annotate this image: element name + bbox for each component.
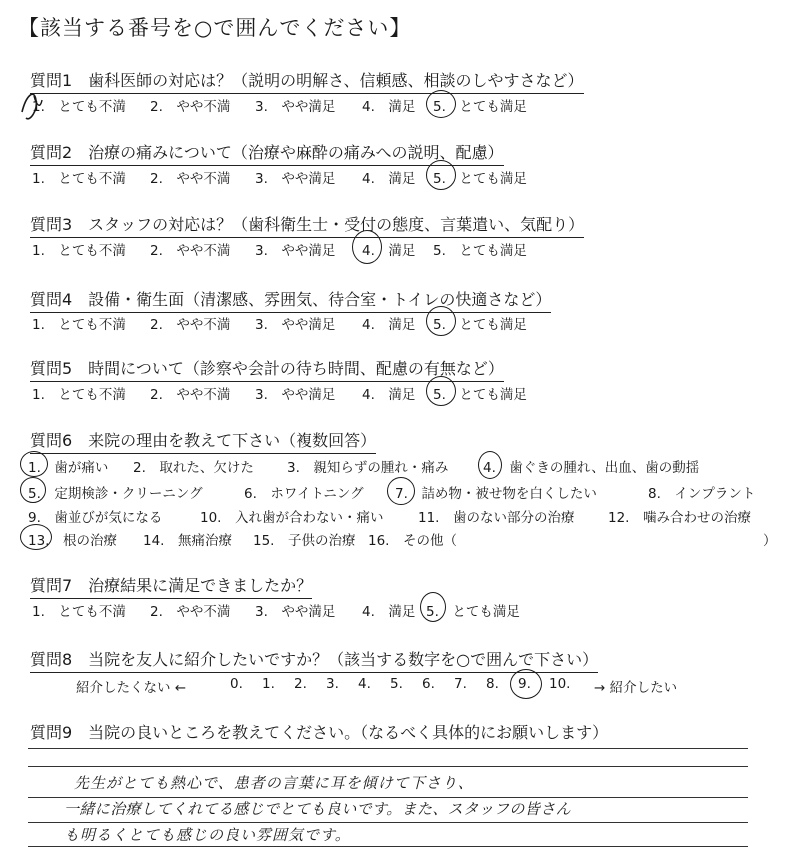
q5-heading: 質問5 時間について（診察や会計の待ち時間、配慮の有無など） [30, 356, 504, 382]
q2-opt2[interactable]: 2. やや不満 [150, 171, 231, 187]
q8-heading: 質問8 当院を友人に紹介したいですか？（該当する数字を○で囲んで下さい） [30, 647, 598, 673]
q6-opt11[interactable]: 11. 歯のない部分の治療 [418, 510, 575, 526]
q1-heading: 質問1 歯科医師の対応は？（説明の明解さ、信頼感、相談のしやすさなど） [30, 68, 584, 94]
q6-opt3[interactable]: 3. 親知らずの腫れ・痛み [287, 460, 449, 476]
q3-opt2[interactable]: 2. やや不満 [150, 243, 231, 259]
q8-scale-8[interactable]: 8. [486, 676, 499, 692]
q9-answer-line-3: も明るくとても感じの良い雰囲気です。 [64, 826, 351, 844]
q5-opt3[interactable]: 3. やや満足 [255, 387, 336, 403]
q6-opt4[interactable]: 4. 歯ぐきの腫れ、出血、歯の動揺 [483, 460, 700, 476]
q1-opt1[interactable]: 1. とても不満 [32, 99, 126, 115]
q6-opt6[interactable]: 6. ホワイトニング [244, 486, 364, 502]
q8-scale-4[interactable]: 4. [358, 676, 371, 692]
q8-scale-left-label: 紹介したくない ← [76, 680, 187, 696]
q6-opt7[interactable]: 7. 詰め物・被せ物を白くしたい [395, 486, 597, 502]
q2-heading: 質問2 治療の痛みについて（治療や麻酔の痛みへの説明、配慮） [30, 140, 504, 166]
q7-opt1[interactable]: 1. とても不満 [32, 604, 126, 620]
q6-opt5[interactable]: 5. 定期検診・クリーニング [28, 486, 203, 502]
q8-scale-1[interactable]: 1. [262, 676, 275, 692]
q9-answer-line-2: 一緒に治療してくれてる感じでとても良いです。また、スタッフの皆さん [64, 800, 572, 818]
q1-opt2[interactable]: 2. やや不満 [150, 99, 231, 115]
q8-scale-right-label: → 紹介したい [594, 680, 678, 696]
q8-scale-7[interactable]: 7. [454, 676, 467, 692]
q6-opt16[interactable]: 16. その他（ [368, 533, 457, 549]
q1-opt5[interactable]: 5. とても満足 [433, 99, 527, 115]
q8-scale-9[interactable]: 9. [518, 676, 531, 692]
q8-scale-5[interactable]: 5. [390, 676, 403, 692]
q8-scale-2[interactable]: 2. [294, 676, 307, 692]
page-title: 【該当する番号を○で囲んでください】 [18, 16, 412, 40]
q3-opt1[interactable]: 1. とても不満 [32, 243, 126, 259]
q2-opt5[interactable]: 5. とても満足 [433, 171, 527, 187]
q9-answer-line-1: 先生がとても熱心で、患者の言葉に耳を傾けて下さり、 [74, 774, 474, 792]
q8-scale-6[interactable]: 6. [422, 676, 435, 692]
q6-heading: 質問6 来院の理由を教えて下さい（複数回答） [30, 428, 376, 454]
q8-scale-3[interactable]: 3. [326, 676, 339, 692]
q8-scale-0[interactable]: 0. [230, 676, 243, 692]
q4-opt3[interactable]: 3. やや満足 [255, 317, 336, 333]
q4-opt5[interactable]: 5. とても満足 [433, 317, 527, 333]
q3-opt5[interactable]: 5. とても満足 [433, 243, 527, 259]
q4-heading: 質問4 設備・衛生面（清潔感、雰囲気、待合室・トイレの快適さなど） [30, 287, 551, 313]
q8-scale-10[interactable]: 10. [549, 676, 571, 692]
q6-opt9[interactable]: 9. 歯並びが気になる [28, 510, 163, 526]
q1-opt3[interactable]: 3. やや満足 [255, 99, 336, 115]
q7-opt3[interactable]: 3. やや満足 [255, 604, 336, 620]
q3-opt3[interactable]: 3. やや満足 [255, 243, 336, 259]
q6-opt14[interactable]: 14. 無痛治療 [143, 533, 232, 549]
q2-opt4[interactable]: 4. 満足 [362, 171, 416, 187]
q7-opt5[interactable]: 5. とても満足 [426, 604, 520, 620]
q5-opt2[interactable]: 2. やや不満 [150, 387, 231, 403]
q9-heading: 質問9 当院の良いところを教えてください。（なるべく具体的にお願いします） [30, 723, 609, 742]
q5-opt5[interactable]: 5. とても満足 [433, 387, 527, 403]
q7-opt4[interactable]: 4. 満足 [362, 604, 416, 620]
q6-opt1[interactable]: 1. 歯が痛い [28, 460, 109, 476]
q3-opt4[interactable]: 4. 満足 [362, 243, 416, 259]
q6-opt2[interactable]: 2. 取れた、欠けた [133, 460, 254, 476]
q6-opt8[interactable]: 8. インプラント [648, 486, 756, 502]
q5-opt1[interactable]: 1. とても不満 [32, 387, 126, 403]
q6-opt10[interactable]: 10. 入れ歯が合わない・痛い [200, 510, 384, 526]
q7-opt2[interactable]: 2. やや不満 [150, 604, 231, 620]
q2-opt3[interactable]: 3. やや満足 [255, 171, 336, 187]
q6-opt12[interactable]: 12. 噛み合わせの治療 [608, 510, 751, 526]
q7-heading: 質問7 治療結果に満足できましたか？ [30, 573, 312, 599]
q4-opt1[interactable]: 1. とても不満 [32, 317, 126, 333]
q2-opt1[interactable]: 1. とても不満 [32, 171, 126, 187]
q5-opt4[interactable]: 4. 満足 [362, 387, 416, 403]
q3-heading: 質問3 スタッフの対応は？（歯科衛生士・受付の態度、言葉遣い、気配り） [30, 212, 584, 238]
q6-opt15[interactable]: 15. 子供の治療 [253, 533, 356, 549]
q6-other-close: ） [763, 533, 777, 549]
q6-opt13[interactable]: 13. 根の治療 [28, 533, 117, 549]
q4-opt4[interactable]: 4. 満足 [362, 317, 416, 333]
q4-opt2[interactable]: 2. やや不満 [150, 317, 231, 333]
q1-opt4[interactable]: 4. 満足 [362, 99, 416, 115]
